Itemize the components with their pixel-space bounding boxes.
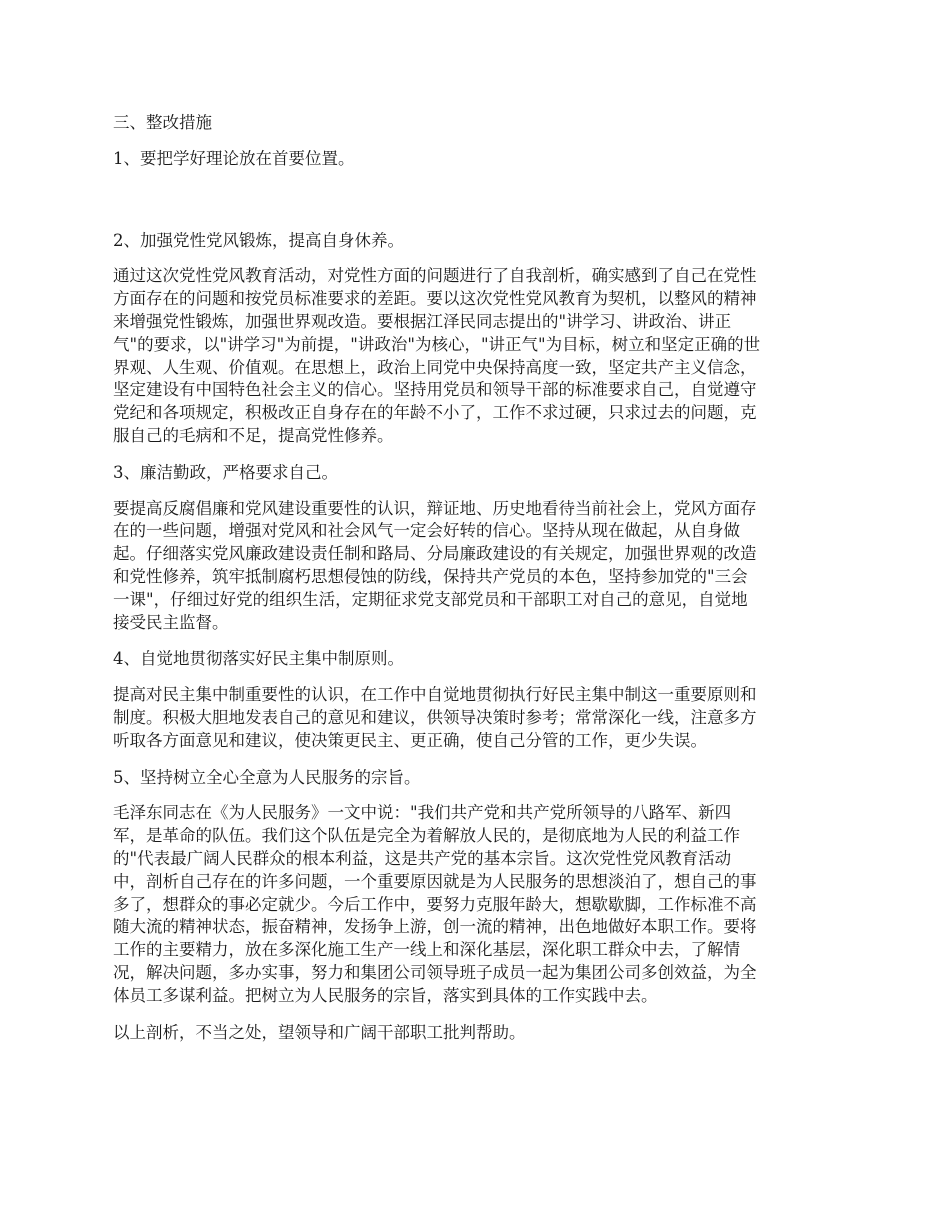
paragraph-line: 气"的要求，以"讲学习"为前提，"讲政治"为核心，"讲正气"为目标，树立和坚定正确的世 — [113, 334, 761, 354]
closing-remark: 以上剖析，不当之处，望领导和广阔干部职工批判帮助。 — [113, 1022, 526, 1042]
paragraph-line: 和党性修养，筑牢抵制腐朽思想侵蚀的防线，保持共产党员的本色，坚持参加党的"三会 — [113, 566, 748, 586]
paragraph-line: 制度。积极大胆地发表自己的意见和建议，供领导决策时参考；常常深化一线，注意多方 — [113, 707, 757, 727]
paragraph-line: 军，是革命的队伍。我们这个队伍是完全为着解放人民的，是彻底地为人民的利益工作 — [113, 826, 740, 846]
paragraph-line: 起。仔细落实党风廉政建设责任制和路局、分局廉政建设的有关规定，加强世界观的改造 — [113, 544, 757, 564]
paragraph-line: 随大流的精神状态，振奋精神，发扬争上游，创一流的精神，出色地做好本职工作。要将 — [113, 917, 757, 937]
paragraph-line: 提高对民主集中制重要性的认识，在工作中自觉地贯彻执行好民主集中制这一重要原则和 — [113, 685, 757, 705]
paragraph-line: 体员工多谋利益。把树立为人民服务的宗旨，落实到具体的工作实践中去。 — [113, 985, 658, 1005]
paragraph-line: 多了，想群众的事必定就少。今后工作中，要努力克服年龄大，想歇歇脚，工作标准不高 — [113, 894, 757, 914]
blank-space — [113, 185, 840, 230]
paragraph-line: 毛泽东同志在《为人民服务》一文中说："我们共产党和共产党所领导的八路军、新四 — [113, 803, 732, 823]
paragraph-line: 中，剖析自己存在的许多问题，一个重要原因就是为人民服务的思想淡泊了，想自己的事 — [113, 871, 757, 891]
paragraph-line: 方面存在的问题和按党员标准要求的差距。要以这次党性党风教育为契机，以整风的精神 — [113, 289, 757, 309]
paragraph-line: 接受民主监督。 — [113, 612, 229, 632]
paragraph-line: 工作的主要精力，放在多深化施工生产一线上和深化基层，深化职工群众中去，了解情 — [113, 940, 740, 960]
item1-heading: 1、要把学好理论放在首要位置。 — [113, 148, 355, 168]
paragraph-line: 的"代表最广阔人民群众的根本利益，这是共产党的基本宗旨。这次党性党风教育活动 — [113, 848, 732, 868]
paragraph-line: 况，解决问题，多办实事，努力和集团公司领导班子成员一起为集团公司多创效益，为全 — [113, 962, 757, 982]
item2-heading: 2、加强党性党风锻炼，提高自身休养。 — [113, 230, 404, 250]
section-title: 三、整改措施 — [113, 113, 212, 132]
paragraph-line: 听取各方面意见和建议，使决策更民主、更正确，使自己分管的工作，更少失误。 — [113, 730, 707, 750]
item3-heading: 3、廉洁勤政，严格要求自己。 — [113, 462, 338, 482]
item5-paragraph — [113, 802, 840, 1007]
item2-paragraph — [113, 265, 840, 447]
item4-paragraph — [113, 684, 840, 752]
paragraph-line: 一课"，仔细过好党的组织生活，定期征求党支部党员和干部职工对自己的意见，自觉地 — [113, 589, 748, 609]
paragraph-line: 坚定建设有中国特色社会主义的信心。坚持用党员和领导干部的标准要求自己，自觉遵守 — [113, 380, 757, 400]
paragraph-line: 要提高反腐倡廉和党风建设重要性的认识，辩证地、历史地看待当前社会上，党风方面存 — [113, 498, 757, 518]
paragraph-line: 界观、人生观、价值观。在思想上，政治上同党中央保持高度一致，坚定共产主义信念， — [113, 357, 757, 377]
paragraph-line: 通过这次党性党风教育活动，对党性方面的问题进行了自我剖析，确实感到了自己在党性 — [113, 266, 757, 286]
item4-heading: 4、自觉地贯彻落实好民主集中制原则。 — [113, 649, 404, 669]
paragraph-line: 党纪和各项规定，积极改正自身存在的年龄不小了，工作不求过硬，只求过去的问题，克 — [113, 403, 757, 423]
item5-heading: 5、坚持树立全心全意为人民服务的宗旨。 — [113, 767, 421, 787]
paragraph-line: 来增强党性锻炼，加强世界观改造。要根据江泽民同志提出的"讲学习、讲政治、讲正 — [113, 311, 732, 331]
paragraph-line: 服自己的毛病和不足，提高党性修养。 — [113, 425, 394, 445]
paragraph-line: 在的一些问题，增强对党风和社会风气一定会好转的信心。坚持从现在做起，从自身做 — [113, 521, 740, 541]
item3-paragraph — [113, 498, 840, 635]
document-content — [113, 112, 840, 1044]
